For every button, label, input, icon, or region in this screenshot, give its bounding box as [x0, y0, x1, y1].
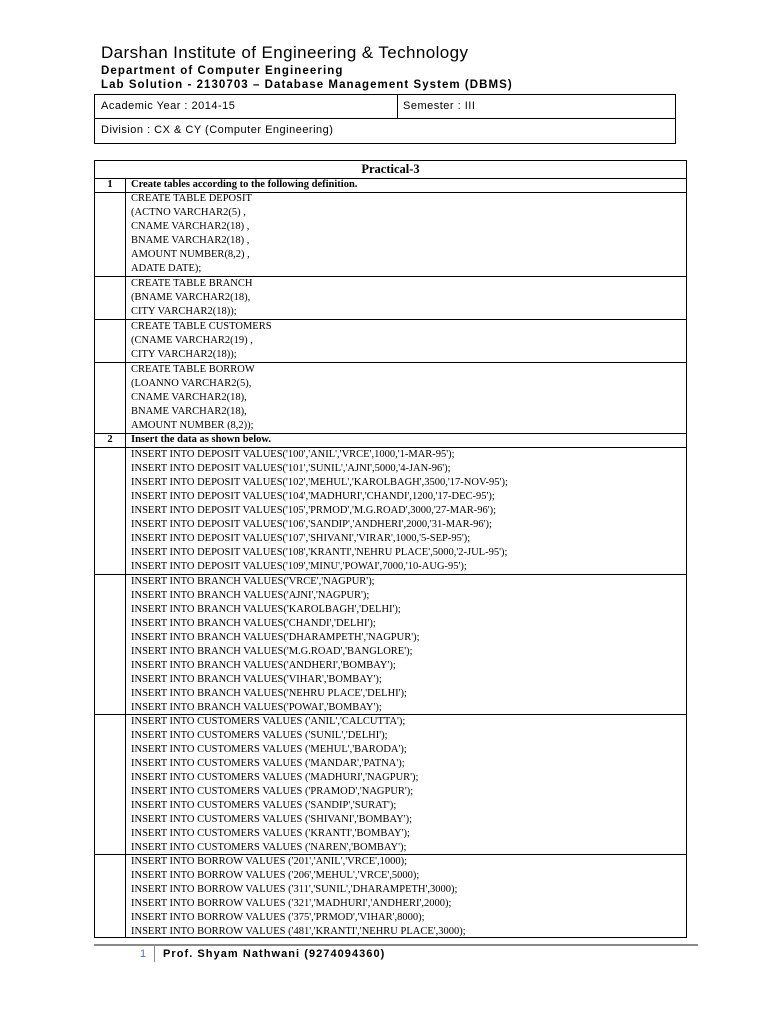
code-line: (ACTNO VARCHAR2(5) ,: [131, 207, 246, 218]
code-line: AMOUNT NUMBER (8,2));: [131, 420, 254, 431]
footer-rule: [94, 944, 698, 946]
code-line: INSERT INTO CUSTOMERS VALUES ('MADHURI','NAGPUR');: [131, 772, 419, 783]
lab-title: Lab Solution - 2130703 – Database Management System (DBMS): [101, 79, 513, 91]
course-info-divider: [397, 95, 398, 118]
insert-borrow-block: [131, 855, 466, 939]
code-line: INSERT INTO BRANCH VALUES('VRCE','NAGPUR');: [131, 576, 375, 587]
code-line: INSERT INTO DEPOSIT VALUES('107','SHIVANI','VIRAR',1000,'5-SEP-95');: [131, 533, 471, 544]
insert-deposit-block: [131, 448, 508, 574]
code-line: INSERT INTO CUSTOMERS VALUES ('SHIVANI','BOMBAY');: [131, 814, 413, 825]
code-line: INSERT INTO DEPOSIT VALUES('109','MINU','POWAI',7000,'10-AUG-95');: [131, 561, 467, 572]
code-line: INSERT INTO BORROW VALUES ('201','ANIL','VRCE',1000);: [131, 856, 408, 867]
code-line: INSERT INTO BORROW VALUES ('375','PRMOD','VIHAR',8000);: [131, 912, 425, 923]
code-line: ADATE DATE);: [131, 263, 202, 274]
code-line: (LOANNO VARCHAR2(5),: [131, 378, 252, 389]
code-line: (CNAME VARCHAR2(19) ,: [131, 335, 253, 346]
code-line: INSERT INTO DEPOSIT VALUES('106','SANDIP','ANDHERI',2000,'31-MAR-96');: [131, 519, 492, 530]
code-line: INSERT INTO DEPOSIT VALUES('100','ANIL','VRCE',1000,'1-MAR-95');: [131, 449, 455, 460]
code-line: INSERT INTO BRANCH VALUES('M.G.ROAD','BANGLORE');: [131, 646, 413, 657]
code-line: CNAME VARCHAR2(18),: [131, 392, 247, 403]
code-line: AMOUNT NUMBER(8,2) ,: [131, 249, 250, 260]
practical-title: Practical-3: [361, 162, 420, 176]
code-line: INSERT INTO BRANCH VALUES('DHARAMPETH','NAGPUR');: [131, 632, 420, 643]
insert-customers-block: [131, 715, 418, 855]
code-line: INSERT INTO BORROW VALUES ('206','MEHUL','VRCE',5000);: [131, 870, 420, 881]
code-line: INSERT INTO CUSTOMERS VALUES ('MANDAR','PATNA');: [131, 758, 405, 769]
question-number: 1: [107, 179, 113, 190]
semester: Semester : III: [403, 100, 476, 112]
code-line: INSERT INTO BRANCH VALUES('ANDHERI','BOMBAY');: [131, 660, 396, 671]
code-line: CREATE TABLE BORROW: [131, 364, 255, 375]
question-text: Insert the data as shown below.: [131, 434, 272, 445]
code-line: INSERT INTO CUSTOMERS VALUES ('PRAMOD','NAGPUR');: [131, 786, 414, 797]
code-line: INSERT INTO BRANCH VALUES('VIHAR','BOMBAY');: [131, 674, 382, 685]
number-column-divider: [125, 178, 126, 937]
practical-table: [94, 160, 687, 938]
course-info-box: [94, 94, 676, 144]
code-line: INSERT INTO BORROW VALUES ('481','KRANTI','NEHRU PLACE',3000);: [131, 926, 466, 937]
code-line: INSERT INTO DEPOSIT VALUES('105','PRMOD','M.G.ROAD',3000,'27-MAR-96');: [131, 505, 497, 516]
division: Division : CX & CY (Computer Engineering): [101, 124, 334, 136]
code-line: INSERT INTO BORROW VALUES ('321','MADHURI','ANDHERI',2000);: [131, 898, 452, 909]
code-line: INSERT INTO CUSTOMERS VALUES ('MEHUL','BARODA');: [131, 744, 407, 755]
code-line: INSERT INTO CUSTOMERS VALUES ('NAREN','BOMBAY');: [131, 842, 407, 853]
code-line: INSERT INTO CUSTOMERS VALUES ('SUNIL','DELHI');: [131, 730, 388, 741]
code-line: INSERT INTO DEPOSIT VALUES('102','MEHUL','KAROLBAGH',3500,'17-NOV-95');: [131, 477, 508, 488]
department-title: Department of Computer Engineering: [101, 65, 344, 77]
code-line: INSERT INTO DEPOSIT VALUES('104','MADHURI','CHANDI',1200,'17-DEC-95');: [131, 491, 495, 502]
create-branch-block: [131, 277, 252, 319]
code-line: INSERT INTO BRANCH VALUES('CHANDI','DELHI');: [131, 618, 376, 629]
insert-branch-block: [131, 575, 420, 715]
code-line: CNAME VARCHAR2(18) ,: [131, 221, 250, 232]
author-credit: Prof. Shyam Nathwani (9274094360): [163, 948, 386, 960]
code-line: CITY VARCHAR2(18));: [131, 306, 237, 317]
code-line: INSERT INTO DEPOSIT VALUES('101','SUNIL','AJNI',5000,'4-JAN-96');: [131, 463, 451, 474]
code-line: BNAME VARCHAR2(18) ,: [131, 235, 250, 246]
code-line: INSERT INTO DEPOSIT VALUES('108','KRANTI','NEHRU PLACE',5000,'2-JUL-95');: [131, 547, 508, 558]
code-line: INSERT INTO CUSTOMERS VALUES ('SANDIP','SURAT');: [131, 800, 397, 811]
code-line: INSERT INTO BRANCH VALUES('NEHRU PLACE','DELHI');: [131, 688, 407, 699]
create-borrow-block: [131, 363, 255, 433]
code-line: (BNAME VARCHAR2(18),: [131, 292, 251, 303]
code-line: INSERT INTO BRANCH VALUES('AJNI','NAGPUR');: [131, 590, 370, 601]
code-line: CREATE TABLE BRANCH: [131, 278, 253, 289]
create-customers-block: [131, 320, 272, 362]
code-line: BNAME VARCHAR2(18),: [131, 406, 247, 417]
code-line: INSERT INTO BORROW VALUES ('311','SUNIL','DHARAMPETH',3000);: [131, 884, 458, 895]
code-line: CREATE TABLE CUSTOMERS: [131, 321, 272, 332]
page-number: 1: [140, 948, 147, 960]
question-text: Create tables according to the following definition.: [131, 179, 358, 190]
code-line: INSERT INTO BRANCH VALUES('KAROLBAGH','DELHI');: [131, 604, 401, 615]
institute-title: Darshan Institute of Engineering & Technology: [101, 43, 469, 62]
code-line: INSERT INTO BRANCH VALUES('POWAI','BOMBAY');: [131, 702, 382, 713]
code-line: INSERT INTO CUSTOMERS VALUES ('ANIL','CALCUTTA');: [131, 716, 406, 727]
code-line: CITY VARCHAR2(18));: [131, 349, 237, 360]
academic-year: Academic Year : 2014-15: [101, 100, 236, 112]
question-number: 2: [107, 434, 113, 445]
code-line: CREATE TABLE DEPOSIT: [131, 193, 252, 204]
code-line: INSERT INTO CUSTOMERS VALUES ('KRANTI','BOMBAY');: [131, 828, 410, 839]
create-deposit-block: [131, 192, 252, 276]
footer-separator: [154, 946, 155, 962]
